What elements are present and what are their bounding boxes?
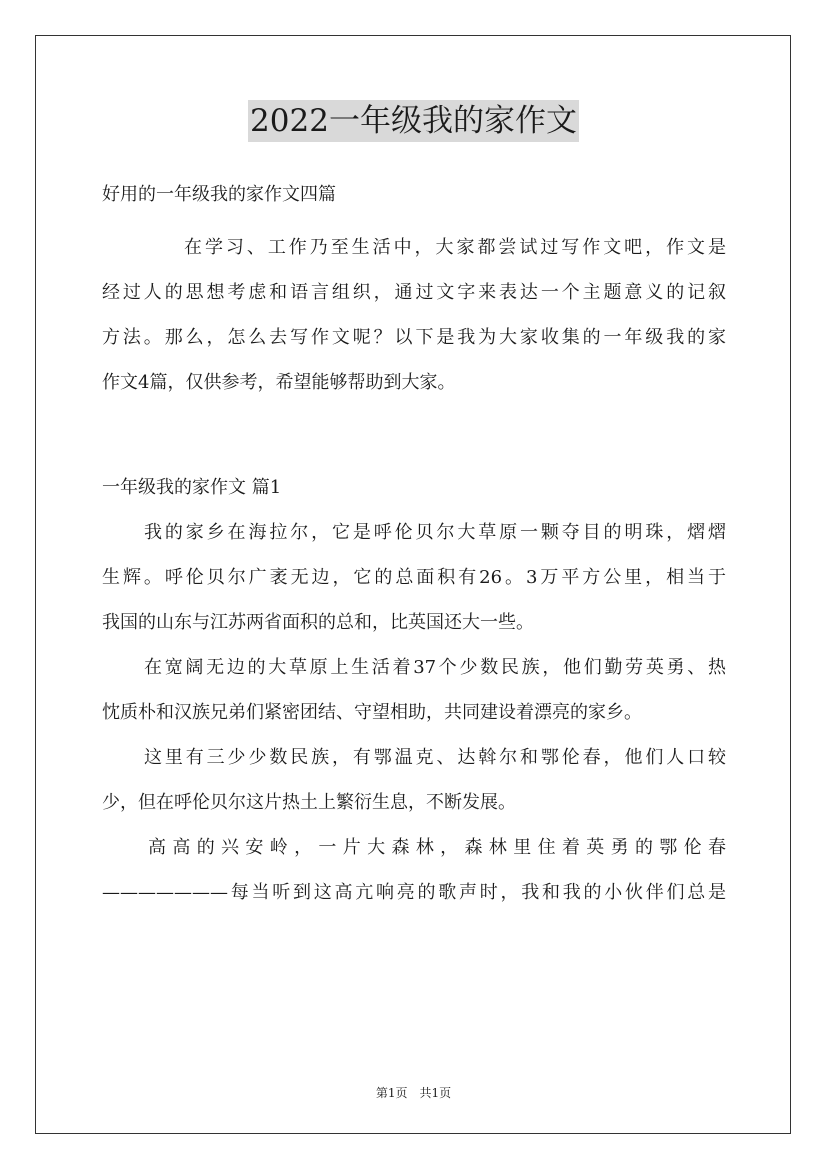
- document-title: 2022一年级我的家作文: [248, 100, 579, 142]
- paragraph-line: 我国的山东与江苏两省面积的总和，比英国还大一些。: [102, 612, 534, 633]
- paragraph-line: 在宽阔无边的大草原上生活着37个少数民族，他们勤劳英勇、热: [144, 657, 726, 678]
- intro-line: 经过人的思想考虑和语言组织，通过文字来表达一个主题意义的记叙: [102, 282, 726, 303]
- intro-line: 作文4篇，仅供参考，希望能够帮助到大家。: [102, 372, 456, 393]
- section-heading: 一年级我的家作文 篇1: [102, 477, 282, 498]
- paragraph-line: 这里有三少少数民族，有鄂温克、达斡尔和鄂伦春，他们人口较: [144, 747, 726, 768]
- intro-line: 在学习、工作乃至生活中，大家都尝试过写作文吧，作文是: [184, 237, 726, 258]
- paragraph-line: ———————每当听到这高亢响亮的歌声时，我和我的小伙伴们总是: [102, 882, 726, 903]
- paragraph-line: 高高的兴安岭，一片大森林，森林里住着英勇的鄂伦春: [148, 837, 726, 858]
- paragraph-line: 少，但在呼伦贝尔这片热土上繁衍生息，不断发展。: [102, 792, 516, 813]
- subtitle: 好用的一年级我的家作文四篇: [102, 184, 336, 205]
- page-number: 第1页 共1页: [375, 1086, 452, 1100]
- paragraph-line: 生辉。呼伦贝尔广袤无边，它的总面积有26。3万平方公里，相当于: [102, 567, 726, 588]
- document-body: [102, 176, 726, 911]
- paragraph-line: 我的家乡在海拉尔，它是呼伦贝尔大草原一颗夺目的明珠，熠熠: [144, 522, 726, 543]
- page-footer: [0, 1084, 827, 1101]
- document-title-wrap: [0, 100, 827, 142]
- intro-line: 方法。那么，怎么去写作文呢？以下是我为大家收集的一年级我的家: [102, 327, 726, 348]
- paragraph-line: 忱质朴和汉族兄弟们紧密团结、守望相助，共同建设着漂亮的家乡。: [102, 702, 642, 723]
